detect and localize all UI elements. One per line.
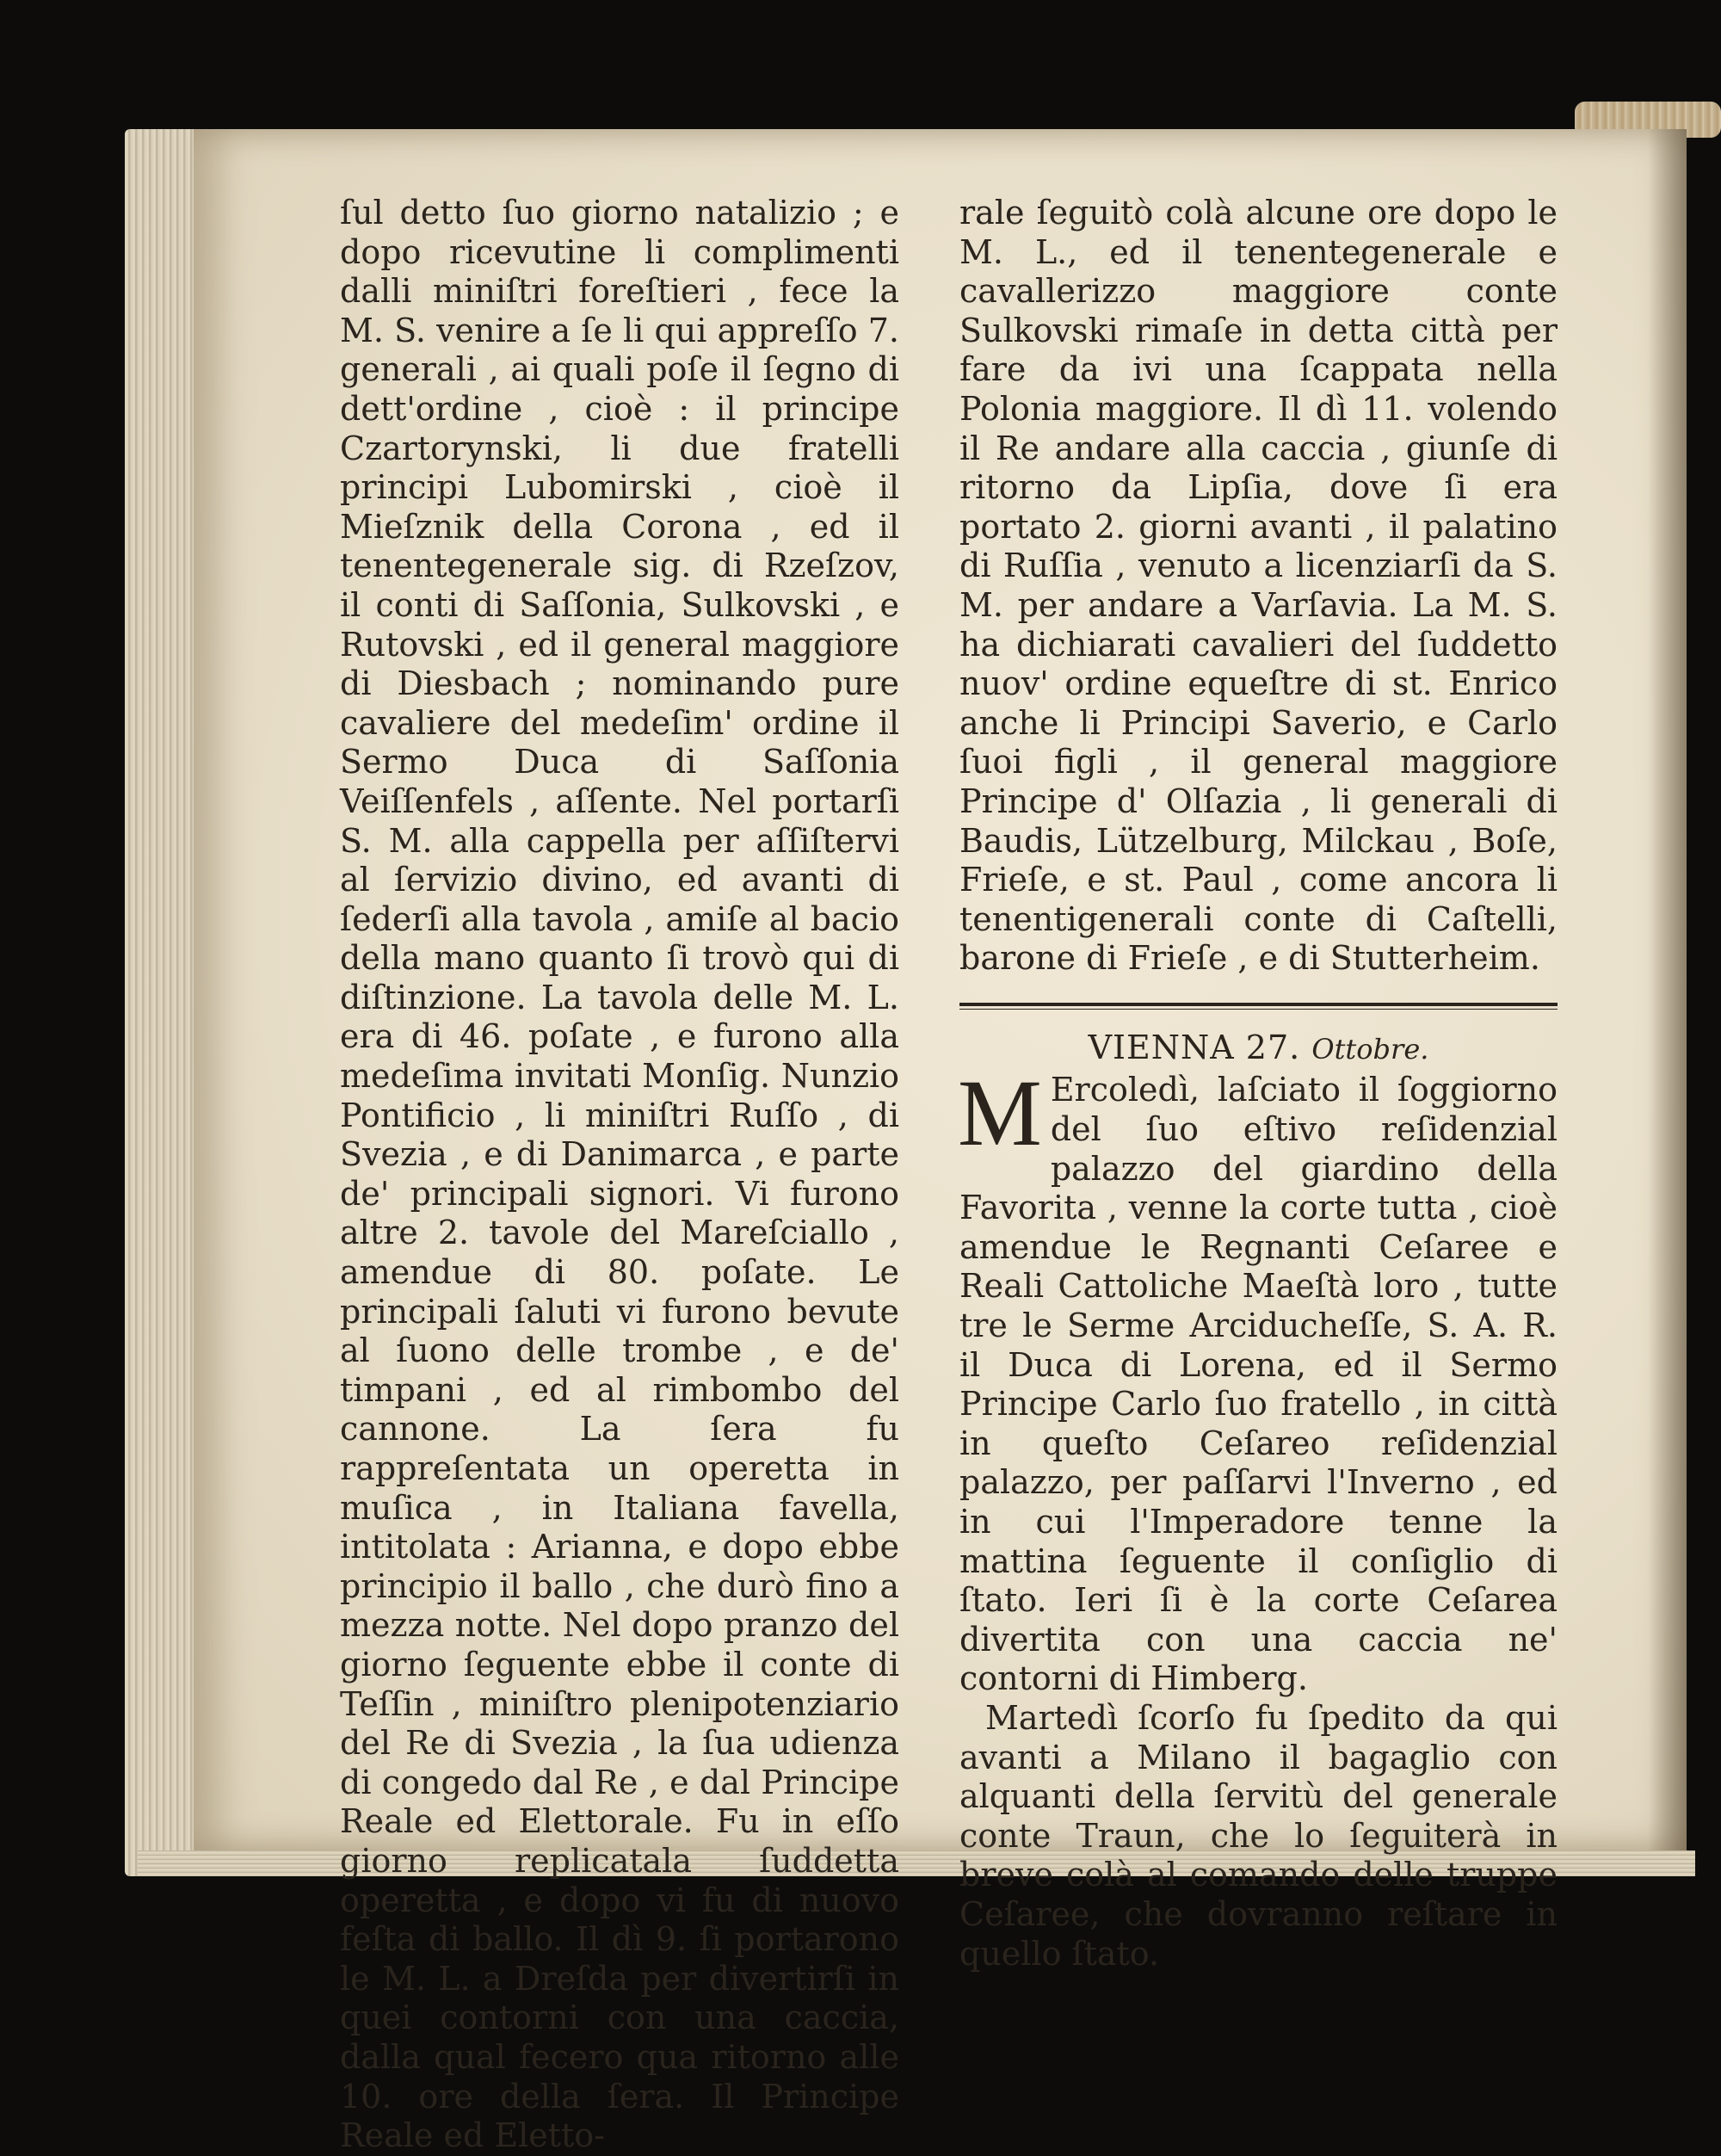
right-column xyxy=(959,194,1558,1974)
left-column xyxy=(340,194,899,2156)
dateline-city: VIENNA xyxy=(1088,1028,1235,1066)
vienna-paragraph-2: Martedì ſcorſo fu ſpedito da qui avanti a Milano il bagaglio con alquanti della ſervitù del generale conte Traun, che lo ſeguiterà in breve colà al comando delle truppe Ceſaree, che dovranno reſtare in quello ſtato. xyxy=(959,1698,1558,1973)
vienna-paragraph-1 xyxy=(958,1060,1558,1699)
dateline-heading xyxy=(959,1029,1558,1070)
dateline-month: Ottobre. xyxy=(1311,1032,1429,1066)
right-column-continuation: rale ſeguitò colà alcune ore dopo le M. L., ed il tenentegenerale e cavallerizzo maggiore conte Sulkovski rimaſe in detta città per fare da ivi una ſcappata nella Polonia maggiore. Il dì 11. volendo il Re andare alla caccia , giunſe di ritorno da Lipſia, dove ſi era portato 2. giorni avanti , il palatino di Ruſſia , venuto a licenziarſi da S. M. per andare a Varſavia. La M. S. ha dichiarati cavalieri del ſuddetto nuov' ordine equeſtre di st. Enrico anche li Principi Saverio, e Carlo ſuoi figli , il general maggiore Principe d' Olſazia , li generali di Baudis, Lützelburg, Milckau , Boſe, Frieſe, e st. Paul , come ancora li tenentigenerali conte di Caſtelli, barone di Frieſe , e di Stutterheim. xyxy=(959,194,1558,978)
dateline-day: 27. xyxy=(1245,1028,1301,1066)
section-divider xyxy=(959,1003,1558,1006)
vienna-paragraph-1-text: Ercoledì, laſciato il ſoggiorno del ſuo eſtivo reſidenzial palazzo del giardino della Favorita , venne la corte tutta , cioè amendue le Regnanti Ceſaree e Reali Cattoliche Maeſtà loro , tutte tre le Serme Arciducheſſe, S. A. R. il Duca di Lorena, ed il Sermo Principe Carlo ſuo fratello , in città in queſto Ceſareo reſidenzial palazzo, per paſſarvi l'Inverno , ed in cui l'Imperadore tenne la mattina ſeguente il conſiglio di ſtato. Ieri ſi è la corte Ceſarea divertita con una caccia ne' contorni di Himberg. xyxy=(959,1071,1558,1698)
left-column-text: ſul detto ſuo giorno natalizio ; e dopo ricevutine li complimenti dalli miniſtri foreſtieri , fece la M. S. venire a ſe li qui appreſſo 7. generali , ai quali poſe il ſegno di dett'ordine , cioè : il principe Czartorynski, li due fratelli principi Lubomirski , cioè il Mieſznik della Corona , ed il tenentegenerale sig. di Rzeſzov, il conti di Saſſonia, Sulkovski , e Rutovski , ed il general maggiore di Diesbach ; nominando pure cavaliere del medeſim' ordine il Sermo Duca di Saſſonia Veiſſenfels , aſſente. Nel portarſi S. M. alla cappella per aſſiſtervi al ſervizio divino, ed avanti di ſederſi alla tavola , amiſe al bacio della mano quanto ſi trovò qui di diſtinzione. La tavola delle M. L. era di 46. poſate , e furono alla medeſima invitati Monſig. Nunzio Pontificio , li miniſtri Ruſſo , di Svezia , e di Danimarca , e parte de' principali signori. Vi furono altre 2. tavole del Mareſciallo , amendue di 80. poſate. Le principali ſaluti vi furono bevute al ſuono delle trombe , e de' timpani , ed al rimbombo del cannone. La ſera fu rappreſentata un operetta in muſica , in Italiana favella, intitolata : Arianna, e dopo ebbe principio il ballo , che durò fino a mezza notte. Nel dopo pranzo del giorno ſeguente ebbe il conte di Teſſin , miniſtro plenipotenziario del Re di Svezia , la ſua udienza di congedo dal Re , e dal Principe Reale ed Elettorale. Fu in eſſo giorno replicatala ſuddetta operetta , e dopo vi fu di nuovo feſta di ballo. Il dì 9. ſi portarono le M. L. a Dreſda per divertirſi in quei contorni con una caccia, dalla qual fecero qua ritorno alle 10. ore della ſera. Il Principe Reale ed Eletto- xyxy=(340,194,899,2155)
section-divider-thin xyxy=(959,1009,1558,1010)
spine-shadow xyxy=(1648,129,1687,1850)
drop-cap: M xyxy=(958,1060,1042,1166)
